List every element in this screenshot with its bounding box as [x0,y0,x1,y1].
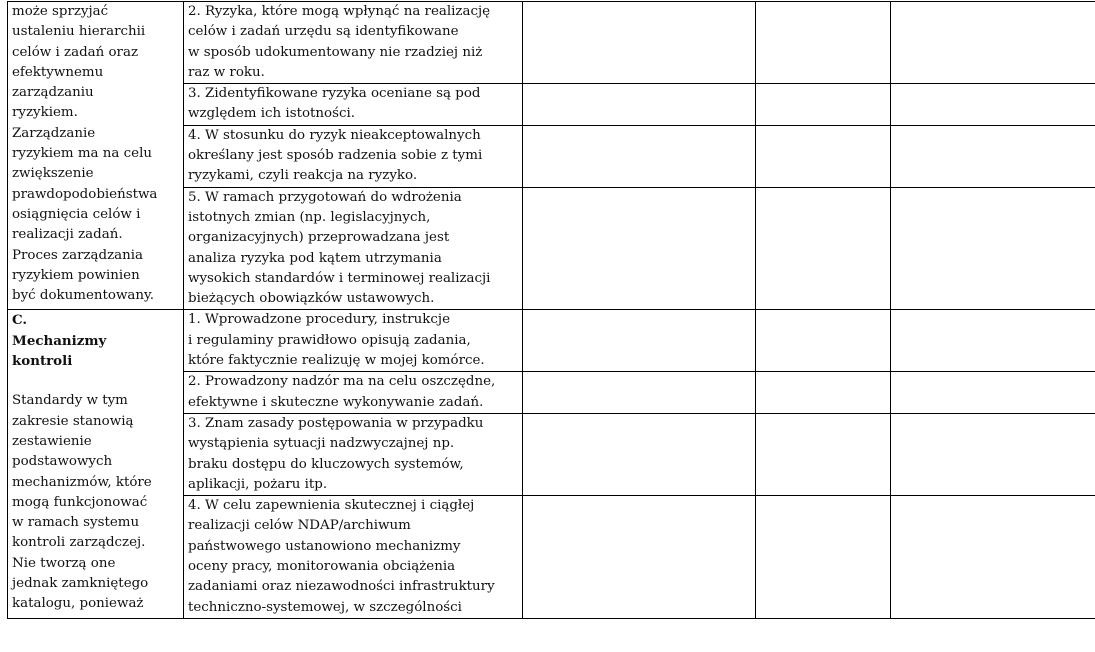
answer-cell[interactable] [756,496,891,619]
answer-cell[interactable] [756,2,891,84]
comment-cell[interactable] [891,413,1095,495]
answer-cell[interactable] [756,413,891,495]
section-b-item-2: 2. Ryzyka, które mogą wpłynąć na realizację celów i zadań urzędu są identyfikowane w sposób udokumentowany nie rzadziej niż raz w roku. [184,2,523,84]
section-b-item-3: 3. Zidentyfikowane ryzyka oceniane są pod względem ich istotności. [184,84,523,126]
section-c-cell [8,310,184,618]
comment-cell[interactable] [891,187,1095,310]
table-row [8,310,1095,372]
control-assessment-table [7,1,1095,619]
section-c-item-4: 4. W celu zapewnienia skutecznej i ciągłej realizacji celów NDAP/archiwum państwowego ustanowiono mechanizmy oceny pracy, monitorowania obciążenia zadaniami oraz niezawodności infrastruktury techniczno-systemowej, w szczególności [184,496,523,619]
answer-cell[interactable] [523,372,756,414]
answer-cell[interactable] [756,84,891,126]
comment-cell[interactable] [891,84,1095,126]
answer-cell[interactable] [523,2,756,84]
comment-cell[interactable] [891,310,1095,372]
comment-cell[interactable] [891,372,1095,414]
spacer [12,371,179,391]
section-b-item-5: 5. W ramach przygotowań do wdrożenia istotnych zmian (np. legislacyjnych, organizacyjnych) przeprowadzana jest analiza ryzyka pod kątem utrzymania wysokich standardów i terminowej realizacji bieżących obowiązków ustawowych. [184,187,523,310]
answer-cell[interactable] [756,372,891,414]
answer-cell[interactable] [523,84,756,126]
answer-cell[interactable] [756,187,891,310]
answer-cell[interactable] [756,310,891,372]
section-c-item-3: 3. Znam zasady postępowania w przypadku wystąpienia sytuacji nadzwyczajnej np. braku dostępu do kluczowych systemów, aplikacji, pożaru itp. [184,413,523,495]
answer-cell[interactable] [523,125,756,187]
answer-cell[interactable] [523,310,756,372]
section-b-description: może sprzyjać ustaleniu hierarchii celów i zadań oraz efektywnemu zarządzaniu ryzykiem. Zarządzanie ryzykiem ma na celu zwiększenie prawdopodobieństwa osiągnięcia celów i realizacji zadań. Proces zarządzania ryzykiem powinien być dokumentowany. [8,2,184,310]
table-row [8,2,1095,84]
comment-cell[interactable] [891,496,1095,619]
answer-cell[interactable] [523,496,756,619]
section-c-item-2: 2. Prowadzony nadzór ma na celu oszczędne, efektywne i skuteczne wykonywanie zadań. [184,372,523,414]
answer-cell[interactable] [756,125,891,187]
section-c-heading: C. Mechanizmy kontroli [12,312,107,370]
section-c-description: Standardy w tym zakresie stanowią zestawienie podstawowych mechanizmów, które mogą funkcjonować w ramach systemu kontroli zarządczej. Nie tworzą one jednak zamkniętego katalogu, ponieważ [12,393,152,612]
answer-cell[interactable] [523,413,756,495]
section-c-item-1: 1. Wprowadzone procedury, instrukcje i regulaminy prawidłowo opisują zadania, które faktycznie realizuję w mojej komórce. [184,310,523,372]
answer-cell[interactable] [523,187,756,310]
section-b-item-4: 4. W stosunku do ryzyk nieakceptowalnych określany jest sposób radzenia sobie z tymi ryzykami, czyli reakcja na ryzyko. [184,125,523,187]
comment-cell[interactable] [891,2,1095,84]
comment-cell[interactable] [891,125,1095,187]
